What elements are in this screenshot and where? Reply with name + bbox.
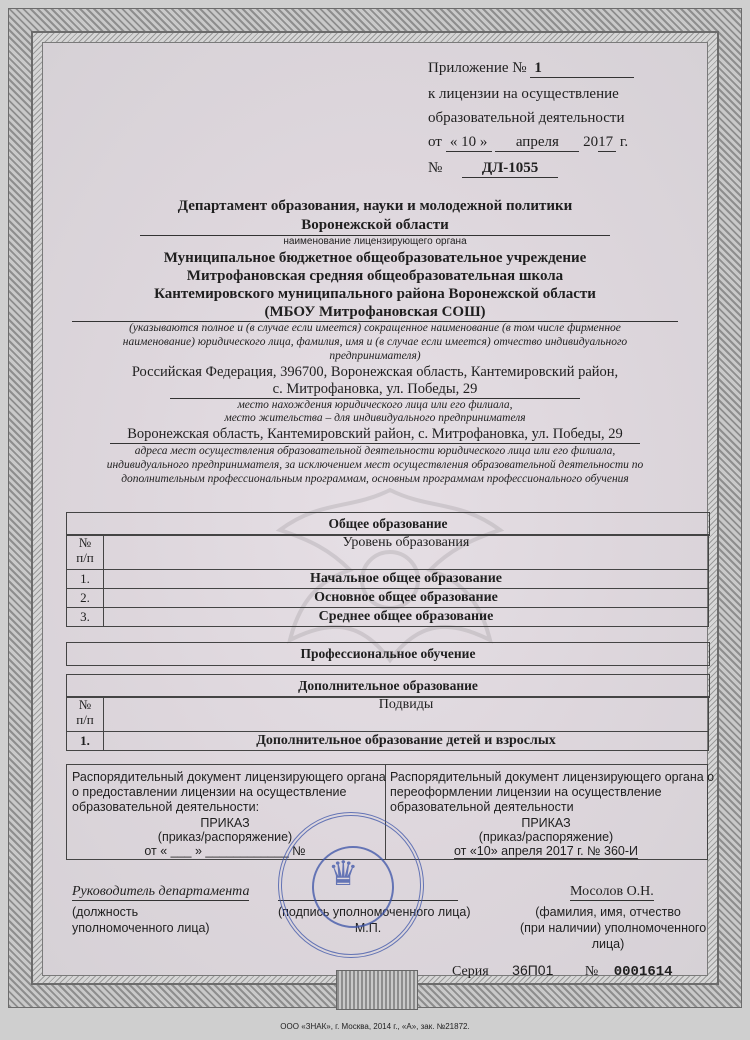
col-level-header: Уровень образования	[104, 535, 709, 570]
address-caption1: место нахождения юридического лица или его филиала,	[237, 399, 513, 411]
col-no-header: № п/п	[67, 535, 104, 570]
org-line2: Митрофановская средняя общеобразовательная школа	[186, 268, 564, 284]
printer-imprint: ООО «ЗНАК», г. Москва, 2014 г., «А», зак. №21872.	[280, 1022, 470, 1031]
authority-line1: Департамент образования, науки и молодежной политики	[177, 198, 573, 214]
address-line1: Российская Федерация, 396700, Воронежская область, Кантемировский район,	[131, 364, 619, 380]
general-education-title: Общее образование	[66, 512, 710, 536]
org-caption2: наименование) юридического лица, фамилия, имя и (в случае если имеется) отчество индивидуального	[122, 336, 628, 348]
activity-caption3: дополнительным профессиональным программам, основным программам профессионального обучения	[121, 473, 629, 485]
authority-line2: Воронежской области	[301, 217, 449, 233]
general-education-table	[66, 534, 709, 627]
table-row: 3. Среднее общее образование	[67, 608, 709, 627]
bottom-ornament	[336, 970, 418, 1010]
right-doc: Распорядительный документ лицензирующего органа о переоформлении лицензии на осуществление образовательной деятельности	[390, 770, 715, 814]
name-caption: (фамилия, имя, отчество (при наличии) уполномоченного лица)	[520, 905, 707, 951]
table-header-row: № п/п Подвиды	[67, 697, 709, 732]
org-caption1: (указываются полное и (в случае если имеется) сокращенное наименование (в том числе фирменное	[129, 322, 621, 334]
appendix-label: Приложение № 1	[428, 60, 634, 78]
appendix-line2: к лицензии на осуществление	[428, 86, 619, 102]
additional-education-title: Дополнительное образование	[66, 674, 710, 698]
professional-title: Профессиональное обучение	[66, 642, 710, 666]
org-line1: Муниципальное бюджетное общеобразовательное учреждение	[163, 250, 587, 266]
right-doc-order: ПРИКАЗ (приказ/распоряжение) от «10» апреля 2017 г. № 360-И	[453, 816, 639, 858]
official-seal-icon: ♛	[278, 812, 424, 958]
additional-education-table	[66, 696, 709, 751]
table-row: 1. Дополнительное образование детей и взрослых	[67, 732, 709, 751]
series-block: Серия 36П01 № 0001614	[452, 962, 673, 980]
appendix-date: от « 10 » апреля 2017 г.	[428, 134, 629, 150]
appendix-line3: образовательной деятельности	[428, 110, 625, 126]
col-subtypes-header: Подвиды	[104, 697, 709, 732]
authority-caption: наименование лицензирующего органа	[283, 236, 467, 247]
left-doc: Распорядительный документ лицензирующего органа о предоставлении лицензии на осуществление образовательной деятельности:	[72, 770, 386, 814]
position-caption: (должность уполномоченного лица)	[72, 905, 210, 935]
table-row: 2. Основное общее образование	[67, 589, 709, 608]
table-header-row	[67, 535, 709, 570]
org-line3: Кантемировского муниципального района Воронежской области	[154, 286, 596, 302]
signature-caption: (подпись уполномоченного лица) М.П.	[278, 905, 471, 935]
form-number: 0001614	[613, 964, 673, 980]
activity-caption1: адреса мест осуществления образовательной деятельности юридического лица или его филиала,	[134, 445, 616, 457]
activity-address-line1: Воронежская область, Кантемировский район, с. Митрофановка, ул. Победы, 29	[127, 426, 623, 442]
signatory-position: Руководитель департамента	[72, 884, 250, 899]
activity-caption2: индивидуального предпринимателя, за исключением мест осуществления образовательной деятельности по	[106, 459, 644, 471]
org-line4: (МБОУ Митрофановская СОШ)	[264, 304, 486, 320]
appendix-number: 1	[530, 60, 634, 78]
left-doc-order: ПРИКАЗ (приказ/распоряжение) от « ___ » ____________ №	[144, 816, 306, 858]
table-row: 1. Начальное общее образование	[67, 570, 709, 589]
org-caption3: предпринимателя)	[329, 350, 421, 362]
license-number: № ДЛ-1055	[428, 160, 558, 178]
address-caption2: место жительства – для индивидуального предпринимателя	[224, 412, 526, 424]
signatory-name: Мосолов О.Н.	[570, 884, 654, 899]
address-line2: с. Митрофановка, ул. Победы, 29	[272, 381, 478, 397]
